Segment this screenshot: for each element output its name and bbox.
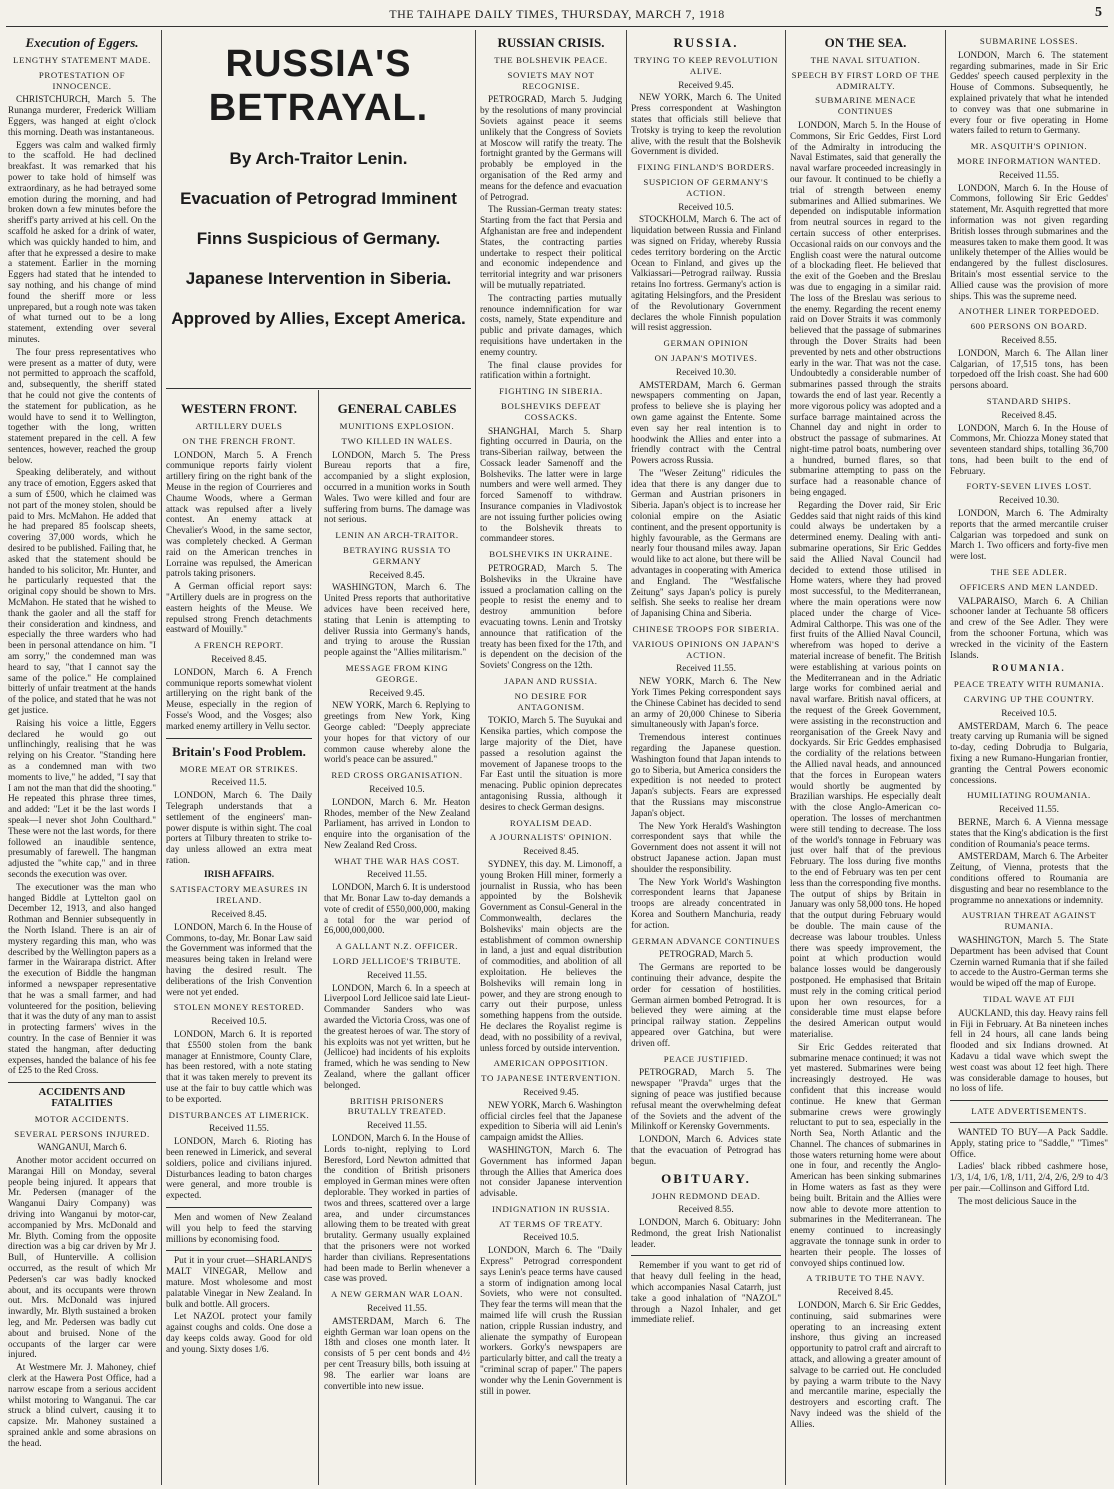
- advertisement: Remember if you want to get rid of that heavy dull feeling in the head, which accompanies Nasal Catarrh, just take a good inhalation of "NAZOL" through a Nazol Inhaler, and get immediate relief.: [631, 1261, 781, 1326]
- dateline: Received 8.55.: [678, 1205, 734, 1216]
- article-headline: RUSSIAN CRISIS.: [497, 35, 605, 50]
- article-subhead: AMERICAN OPPOSITION.: [493, 1058, 609, 1069]
- article-subhead: GERMAN ADVANCE CONTINUES: [631, 935, 781, 946]
- column-rule: [318, 390, 319, 1485]
- column-rule: [785, 30, 786, 1485]
- article-paragraph: LONDON, March 6. Rioting has been renewed in Limerick, and several soldiers, police and civilians injured. Disturbances leading to baton charges were general, and more trouble is expected.: [166, 1137, 312, 1202]
- advertisement: Put it in your cruet—SHARLAND'S MALT VINEGAR, Mellow and mature. Most wholesome and most palatable Vinegar in New Zealand. In bulk and bottle. All grocers.: [166, 1256, 312, 1310]
- article-subhead: BOLSHEVIKS DEFEAT COSSACKS.: [501, 400, 601, 422]
- article-subhead: MORE MEAT OR STRIKES.: [179, 763, 299, 774]
- article-subhead: TO JAPANESE INTERVENTION.: [481, 1073, 621, 1084]
- article-paragraph: The contracting parties mutually renounce indemnification for war costs, namely, State expenditure and public and private damages, which requisitions have undertaken in the enemy country.: [480, 293, 622, 358]
- article-subhead: FIGHTING IN SIBERIA.: [499, 386, 603, 397]
- dateline: WANGANUI, March 6.: [37, 1143, 127, 1154]
- article-paragraph: LONDON, March 6. It is understood that Mr. Bonar Law to-day demands a vote of credit of £550,000,000, making a total for the war period of £6,000,000,000.: [324, 883, 470, 937]
- masthead-rule: [6, 26, 1108, 27]
- article-paragraph: LONDON, March 6. Mr. Heaton Rhodes, member of the New Zealand Parliament, has arrived in London to enquire into the organisation of the New Zealand Red Cross.: [324, 797, 470, 851]
- article-subhead: MOTOR ACCIDENTS.: [34, 1113, 130, 1124]
- dateline: Received 8.55.: [1001, 335, 1057, 346]
- column-russian-crisis: [480, 32, 622, 1484]
- article-headline: WESTERN FRONT.: [180, 401, 298, 416]
- lead-deck: Approved by Allies, Except America.: [171, 309, 466, 328]
- article-subhead: ARTILLERY DUELS: [195, 421, 283, 431]
- article-paragraph: BERNE, March 6. A Vienna message states that the King's abdication is the first condition of Roumania's peace terms.: [950, 818, 1108, 850]
- article-subhead: SEVERAL PERSONS INJURED.: [14, 1128, 150, 1139]
- article-subhead: MORE INFORMATION WANTED.: [957, 155, 1101, 166]
- article-subhead: SUSPICION OF GERMANY'S ACTION.: [643, 176, 769, 198]
- dateline: Received 10.30.: [675, 367, 737, 378]
- column-rule: [945, 30, 946, 1485]
- article-paragraph: LONDON, March 5. In the House of Commons, Sir Eric Geddes, First Lord of the Admiralty in introducing the Naval Estimates, said that generally the naval warfare proceeded increasingly in our favour. It continued to be chiefly a trial of strength between enemy submarines and Allied submarines. We depended on indisputable information from neutral sources in regard to the certain success of other enterprises. Occasional raids on our convoys and the English coast were the natural outcome of a blockading fleet. He believed that the exit of the Goeben and the Breslau was due to engaging in a similar raid. The loss of the Breslau was serious to the enemy. Regarding the recent enemy raid on Dover Straits it was commonly believed that the passage of submarines through the Dover Straits had been prevented by nets and other obstructions early in the war. That was not the case. Undoubtedly a considerable number of submarines passed through the straits towards the end of last year. Recently a more vigorous policy was adopted and a surface barrage maintained across the Channel day and night in order to obstruct the passage of submarines. At night-time patrol boats, numbering over a hundred, burned flares, so that submarine attempting to pass on the surface had a reasonable chance of being engaged.: [790, 120, 941, 499]
- article-paragraph: WASHINGTON, March 5. The State Department has been advised that Count Czernin warned Rumania that if she failed to accede to the Austro-German terms she would be wiped off the map of Europe.: [950, 935, 1108, 990]
- article-subhead: LENGTHY STATEMENT MADE.: [13, 55, 151, 65]
- article-paragraph: LONDON, March 6. The Admiralty reports that the armed mercantile cruiser Calgarian was torpedoed and sunk on March 1. Two officers and forty-five men were lost.: [950, 509, 1108, 563]
- article-paragraph: PETROGRAD, March 5. Judging by the resolutions of many provincial Soviets against peace it seems unlikely that the Congress of Soviets at Moscow will ratify the treaty. The fortnight granted by the Germans will probably be employed in the organisation of the Red army and means for the defence and evacuation of Petrograd.: [480, 95, 622, 203]
- article-subhead: NO DESIRE FOR ANTAGONISM.: [514, 690, 588, 712]
- article-subhead: A JOURNALISTS' OPINION.: [489, 832, 613, 843]
- article-paragraph: LONDON, March 6. Advices state that the evacuation of Petrograd has begun.: [631, 1135, 781, 1167]
- dateline: Received 8.45.: [1001, 410, 1057, 421]
- article-subhead: FIXING FINLAND'S BORDERS.: [637, 162, 775, 173]
- article-subhead: AT TERMS OF TREATY.: [499, 1218, 603, 1229]
- article-paragraph: Sir Eric Geddes reiterated that submarine menace continued; it was not yet mastered. Submarines were being increasingly destroyed. He was confident that this increase would continue. He knew that German submarine crews were growingly reluctant to put to sea, especially in the North Sea, North Atlantic and the Channel. The chances of submarines in those waters returning home were about one in four, and recently the Anglo-American has been sinking submarines in Home waters as fast as they were being built. Britain and the Allies were now able to devote more attention to submarines in the Mediterranean. The enemy continued to increasingly aggravate the tonnage sunk in order to hearten their people. The losses of convoyed ships continued low.: [790, 1042, 941, 1269]
- article-paragraph: LONDON, March 5. A French communique reports fairly violent artillery firing on the right bank of the Meuse in the region of Courrieres and Chaume Woods, where a German attack was repulsed after a lively contest. An enemy attack at Chevalier's Wood, in the same sector, was completely checked. A German raid on the American trenches in Lorraine was repulsed, the American patrols taking prisoners.: [166, 450, 312, 580]
- article-headline: IRISH AFFAIRS.: [203, 869, 275, 880]
- article-paragraph: Raising his voice a little, Eggers declared he would go out unflinchingly, realising that he was relying on his Creator. "Standing here as a condemned man with two moments to live," he added, "I say that I am not the man that did the shooting." He repeated this phrase three times, and added: "Let it be the last words I speak—I never shot John Coulthard." These were not the last words, for there followed an inaudible sentence, presumably of farewell. The hangman adjusted the "white cap," and in three seconds the execution was over.: [8, 718, 156, 880]
- dateline: Received 8.45.: [837, 1288, 894, 1299]
- article-paragraph: NEW YORK, March 6. The New York Times Peking correspondent says the Chinese Cabinet has decided to send an army of 20,000 Chinese to Siberia simultaneously with Japan's force.: [631, 677, 781, 731]
- article-subhead: SUBMARINE LOSSES.: [979, 36, 1079, 46]
- article-subhead: MR. ASQUITH'S OPINION.: [970, 141, 1088, 152]
- dateline: Received 11.55.: [367, 970, 427, 981]
- article-subhead: VARIOUS OPINIONS ON JAPAN'S ACTION.: [632, 638, 780, 660]
- article-paragraph: LONDON, March 6. In the House of Commons, to-day, Mr. Bonar Law said the Government was informed that the measures being taken in Ireland were having the desired result. The deliberations of the Irish Convention were not yet ended.: [166, 922, 312, 998]
- lead-headline-block: [166, 36, 471, 386]
- dateline: Received 11.55.: [676, 664, 736, 675]
- article-paragraph: SYDNEY, this day. M. Limonoff, a young Broken Hill miner, formerly a journalist in Russia, who has been appointed by the Bolshevik Government as Consul-General in the Commonwealth, declares the Bolsheviks' main objects are the establishment of common ownership in land, a just and equal distribution of commodities, and abolition of all exploitation. He believes the Bolsheviks will remain long in power, and they are strong enough to carry out their purpose, unless something happens from the outside. He declares the Royalist regime is dead, with no possibility of a revival, unless forced by outside intervention.: [480, 859, 622, 1054]
- article-paragraph: Eggers was calm and walked firmly to the scaffold. He had declined breakfast. It was remarked that his power to take hold of himself was extraordinary, as he had betrayed some emotion during the morning, and had broken down a few minutes before the sheriff's party arrived at his cell. On the scaffold he asked for a drink of water, which was quickly handed to him, and after that he expressed a desire to make a statement. Earlier in the morning Eggers had stated that he intended to say nothing, and his change of mind found the sheriff more or less unprepared, but a rough note was taken of what turned out to be a long statement, extending over several minutes.: [8, 140, 156, 345]
- article-subhead: STOLEN MONEY RESTORED.: [173, 1002, 305, 1013]
- article-subhead: SUBMARINE MENACE CONTINUES: [815, 95, 916, 117]
- article-subhead: HUMILIATING ROUMANIA.: [967, 790, 1091, 801]
- article-paragraph: WASHINGTON, March 6. The United Press reports that authoritative advices have been received here, stating that Lenin is attempting to deliver Russia into Germany's hands, and trying to arouse the Russian people against the "Allies militarism.": [324, 583, 470, 659]
- article-headline: Britain's Food Problem.: [172, 743, 306, 759]
- column-rule: [626, 30, 627, 1485]
- article-subhead: OFFICERS AND MEN LANDED.: [959, 581, 1099, 592]
- article-subhead: THE NAVAL SITUATION.: [810, 55, 921, 65]
- dateline: Received 10.5.: [678, 202, 734, 213]
- article-paragraph: NEW YORK, March 6. Replying to greetings from New York, King George cabled: "Deeply appreciate your hopes for that victory of our common cause whereby alone the world's peace can be assured.": [324, 701, 470, 766]
- article-subhead: 600 PERSONS ON BOARD.: [970, 321, 1088, 332]
- article-paragraph: AMSTERDAM, March 6. German newspapers commenting on Japan, profess to believe she is playing her own game against the Entente. Some even say her real intention is to hoodwink the Allies and enter into a friendly contract with the Central Powers across Russia.: [631, 380, 781, 467]
- article-subhead: RED CROSS ORGANISATION.: [331, 770, 463, 781]
- advertisement: Ladies' black ribbed cashmere hose, 1/3, 1/4, 1/6, 1/8, 1/11, 2/4, 2/6, 2/9 to 4/3 per pair.—Collinson and Gifford Ltd.: [950, 1162, 1108, 1194]
- article-paragraph: AMSTERDAM, March 6. The peace treaty carving up Rumania will be signed to-day, ceding Dobrudja to Bulgaria, fixing a new Rumano-Hungarian frontier, granting the Central Powers economic concessions.: [950, 721, 1108, 786]
- advertisement: Let NAZOL protect your family against coughs and colds. One dose a day keeps colds away. Good for old and young. Sixty doses 1/6.: [166, 1312, 312, 1355]
- article-paragraph: LONDON, March 6. In the House of Commons, Mr. Chiozza Money stated that seventeen standard ships, totalling 36,700 tons, had been built to the end of February.: [950, 423, 1108, 477]
- article-headline: GENERAL CABLES: [337, 401, 457, 416]
- article-paragraph: The four press representatives who were present as a matter of duty, were not permitted to approach the scaffold, and, subsequently, the sheriff stated that he could not give the contents of the statement for publication, as he would have to send it to Wellington, together with the long, written statement prepared in the cell. A few sentences, however, reached the group below.: [8, 347, 156, 466]
- article-paragraph: The executioner was the man who hanged Biddle at Lyttelton gaol on December 12, 1913, and also hanged Rothman and Bennier subsequently in the North Island. There is an air of mystery regarding this man, who was described by the Wellington papers as a farmer in the Wairarapa district. After the execution of Biddle the hangman informed a newspaper representative that he was a small farmer, and had volunteered for the position, believing that it was the duty of any man to assist in protecting farmers' wives in the country. In the case of Bennier it was stated the hangman, after deducting expenses, handed the balance of his fee of £25 to the Red Cross.: [8, 882, 156, 1077]
- article-subhead: SOVIETS MAY NOT RECOGNISE.: [507, 69, 595, 91]
- dateline: Received 11.55.: [999, 170, 1059, 181]
- article-subhead: WHAT THE WAR HAS COST.: [334, 855, 460, 866]
- lead-headline: RUSSIA'S BETRAYAL.: [208, 43, 429, 129]
- advertisement: Men and women of New Zealand will you help to feed the starving millions by economising food.: [166, 1213, 312, 1245]
- article-paragraph: PETROGRAD, March 5. The Bolsheviks in the Ukraine have issued a proclamation calling on the people to resist the enemy and to destroy ammunition before evacuating towns. Lenin and Trotsky announce that ratification of the treaty has been fixed for the 17th, and is dependent on the decision of the Soviets' Congress on the 12th.: [480, 564, 622, 672]
- article-subhead: BOLSHEVIKS IN UKRAINE.: [489, 549, 613, 560]
- article-subhead: FORTY-SEVEN LIVES LOST.: [966, 481, 1092, 492]
- article-subhead: ANOTHER LINER TORPEDOED.: [958, 306, 1100, 317]
- article-subhead: ROYALISM DEAD.: [509, 817, 593, 828]
- article-subhead: DISTURBANCES AT LIMERICK.: [168, 1109, 310, 1120]
- article-subhead: STANDARD SHIPS.: [986, 395, 1072, 406]
- article-paragraph: LONDON, March 6. In the House of Commons, following Sir Eric Geddes' statement, Mr. Asquith regretted that more information was not given regarding British losses through submarines and the measures taken to make them good. It was unlikely thetemper of the Allies would be endangered by the fullest disclosures. Britain's most essential service to the Allied cause was the provision of more ships. This was the supreme need.: [950, 183, 1108, 302]
- article-subhead: LENIN AN ARCH-TRAITOR.: [335, 530, 459, 541]
- article-subhead: TIDAL WAVE AT FIJI: [983, 993, 1075, 1004]
- article-subhead: LORD JELLICOE'S TRIBUTE.: [332, 956, 462, 967]
- dateline: Received 8.45.: [211, 910, 267, 921]
- article-paragraph: Speaking deliberately, and without any trace of emotion, Eggers asked that a sum of £500, which he claimed was not part of the money stolen, should be paid to Mrs. McMahon. He added that he had prepared 85 foolscap sheets, covering 37,000 words, which he desired to be published. Failing that, he asked that the statement should be handed to his solicitor, Mr. Hunter, and he particularly requested that the original copy should be shown to Mrs. McMahon. He stated that he wished to thank the gaoler and all the staff for their consideration and kindness, and especially the three warders who had been in personal attendance on him. "I am sorry," the condemned man was heard to say, "that I cannot say the same of the police." He complained bitterly of unfair treatment at the hands of the police, and stated that he was not get justice.: [8, 468, 156, 717]
- article-paragraph: LONDON, March 6. The Allan liner Calgarian, of 17,515 tons, has been torpedoed off the Irish coast. She had 600 persons aboard.: [950, 348, 1108, 392]
- article-paragraph: TOKIO, March 5. The Suyukai and Kensika parties, which compose the large majority of the Diet, have passed a resolution against the movement of Japanese troops to the Far East until the situation is more menacing. Public opinion deprecates antagonising Russia, although it desires to check German designs.: [480, 716, 622, 813]
- article-subhead: TWO KILLED IN WALES.: [341, 435, 453, 446]
- dateline: Received 10.5.: [369, 784, 425, 795]
- masthead-title: THE TAIHAPE DAILY TIMES, THURSDAY, MARCH 7, 1918: [389, 7, 725, 21]
- masthead: [0, 0, 1114, 24]
- lead-deck: Evacuation of Petrograd Imminent: [180, 189, 457, 208]
- article-subhead: AUSTRIAN THREAT AGAINST RUMANIA.: [961, 910, 1097, 932]
- article-paragraph: LONDON, March 6. The Daily Telegraph understands that a settlement of the engineers' man-power dispute is within sight. The coal porters at Tilbury threaten to strike to-day unless allowed an extra meat ration.: [166, 791, 312, 866]
- article-subhead: PEACE JUSTIFIED.: [663, 1053, 749, 1064]
- dateline: Received 10.30.: [998, 496, 1060, 507]
- article-paragraph: The final clause provides for ratification within a fortnight.: [480, 360, 622, 382]
- article-subhead: THE SEE ADLER.: [990, 567, 1068, 578]
- article-subhead: THE BOLSHEVIK PEACE.: [494, 55, 608, 65]
- article-subhead: A FRENCH REPORT.: [194, 640, 284, 651]
- article-subhead: BRITISH PRISONERS BRUTALLY TREATED.: [347, 1095, 447, 1117]
- article-subhead: JAPAN AND RUSSIA.: [504, 676, 598, 687]
- article-paragraph: The Germans are reported to be continuing their advance, despite the order for cessation of hostilities. German airmen bombed Petrograd. It is believed they were aiming at the principal railway station. Zeppelins appeared over Gatchina, but were driven off.: [631, 963, 781, 1049]
- article-paragraph: LONDON, March 6. In a speech at Liverpool Lord Jellicoe said late Lieut-Commander Sanders who was awarded the Victoria Cross, was one of the greatest heroes of war. The story of his exploits was not yet written, but he (Jellicoe) had incidents of his exploits framed, which he was sending to New Zealand, where the gallant officer belonged.: [324, 983, 470, 1091]
- dateline: Received 11.55.: [367, 1303, 427, 1314]
- column-general-cables: [324, 398, 470, 1484]
- advertisement: The most delicious Sauce in the: [958, 1196, 1077, 1207]
- lead-rule: [166, 388, 471, 389]
- article-subhead: A GALLANT N.Z. OFFICER.: [335, 941, 459, 952]
- dateline: Received 11.55.: [209, 1124, 269, 1135]
- page-number: 5: [1095, 5, 1102, 20]
- article-subhead: PROTESTATION OF INNOCENCE.: [38, 69, 126, 91]
- article-paragraph: LONDON, March 6. The "Daily Express" Petrograd correspondent says Lenin's peace terms have caused a storm of indignation among local Soviets, who were not consulted. They fear the terms will mean that the maimed life will crush the Russian nation, cripple Russian industry, and alienate the sympathy of European workers. Gorky's newspapers are particularly bitter, and call the treaty a "criminal scrap of paper." The papers wonder why the Lenin Government is still in power.: [480, 1246, 622, 1397]
- column-eggers: [8, 32, 156, 1484]
- column-submarine-losses: [950, 32, 1108, 1484]
- article-paragraph: SHANGHAI, March 5. Sharp fighting occurred in Dauria, on the trans-Siberian railway, between the Cossack leader Samenoff and the Bolsheviks. The latter were in large numbers and were well armed. They forced Samenoff to withdraw. Insurance companies in Vladivostok are not issuing further policies owing to the Bolshevik threats to commandeer stores.: [480, 426, 622, 545]
- article-headline: ROUMANIA.: [992, 664, 1066, 675]
- article-subhead: SATISFACTORY MEASURES IN IRELAND.: [170, 884, 308, 906]
- article-paragraph: LONDON, March 5. The Press Bureau reports that a fire, accompanied by a slight explosion, occurred in a munition works in South Wales. Two were killed and four are suffering from burns. The damage was not serious.: [324, 450, 470, 526]
- dateline: Received 11.55.: [367, 1121, 427, 1132]
- article-subhead: CHINESE TROOPS FOR SIBERIA.: [632, 624, 780, 635]
- dateline: Received 9.45.: [369, 688, 425, 699]
- article-paragraph: The "Weser Zeitung" ridicules the idea that there is any danger due to German and Austrian prisoners in Siberia. Japan's object is to increase her colonial empire on the Asiatic continent, and the present opportunity is highly favourable, as the Germans are nearly four thousand miles away. Japan would like to act alone, but there will be advantages in cooperating with America and England. The "Westfalische Zeitung" says Japan's policy is purely selfish. She seeks to realise her dream of Japanising China and Siberia.: [631, 468, 781, 620]
- article-subhead: TRYING TO KEEP REVOLUTION ALIVE.: [633, 55, 779, 76]
- article-subhead: ON THE FRENCH FRONT.: [182, 435, 296, 446]
- lead-deck: By Arch-Traitor Lenin.: [229, 149, 408, 168]
- section-headline: ACCIDENTS AND FATALITIES: [38, 1087, 126, 1109]
- article-paragraph: LONDON, March 6. The statement regarding submarines, made in Sir Eric Geddes' speech caused perplexity in the House of Commons. Subsequently, he explained privately that what he intended to convey was that one submarine in every four or five operating in Home waters failed to return to Germany.: [950, 50, 1108, 137]
- article-subhead: JOHN REDMOND DEAD.: [651, 1190, 761, 1201]
- lead-deck: Japanese Intervention in Siberia.: [185, 269, 452, 288]
- column-russia: [631, 32, 781, 1484]
- article-headline: ON THE SEA.: [824, 35, 907, 50]
- advertisement: WANTED TO BUY—A Pack Saddle. Apply, stating price to "Saddle," "Times" Office.: [950, 1127, 1108, 1160]
- article-paragraph: WASHINGTON, March 6. The Government has informed Japan through the Allies that America does not consider Japanese intervention advisable.: [480, 1145, 622, 1200]
- dateline: Received 10.5.: [1001, 708, 1057, 719]
- dateline: Received 9.45.: [523, 1087, 579, 1098]
- dateline: PETROGRAD, March 5.: [659, 950, 753, 961]
- article-subhead: PEACE TREATY WITH RUMANIA.: [953, 679, 1105, 690]
- dateline: Received 8.45.: [523, 847, 579, 858]
- article-headline: Execution of Eggers.: [25, 35, 139, 50]
- article-paragraph: LONDON, March 6. It is reported that £5500 stolen from the bank manager at Ennistmore, County Clare, has been restored, with a note stating that it was taken merely to prevent its use at the fair to buy cattle which was to be exported.: [166, 1030, 312, 1105]
- article-paragraph: A German official report says: "Artillery duels are in progress on the eastern heights of the Meuse. We repulsed strong French detachments eastward of Mouilly.": [166, 582, 312, 636]
- article-paragraph: LONDON, March 6. A French communique reports somewhat violent artillerying on the right bank of the Meuse, especially in the region of Fosse's Wood, and the Vosges; also marked enemy artillery in Vellu sector.: [166, 667, 312, 732]
- article-paragraph: Regarding the Dover raid, Sir Eric Geddes said that night raids of this kind could always be undertaken by a determined enemy. Dealing with anti-submarine operations, Sir Eric Geddes said the Allied Naval Council had decided to extend those utilised in Home waters, where they had proved most successful, to the Mediterranean, where the main operations were now placed under the charge of Vice-Admiral Calthorpe. This was one of the first fruits of the Allied Naval Council, wherefrom was hoped to derive a material increase of benefit. The British were establishing at various points on the Mediterranean and in the Adriatic large works for combined aerial and naval warfare. British naval officers, at the request of the Greek Government, were assisting in the reconstruction and reorganisation of the Greek Navy and dockyards. Sir Eric Geddes emphasised the cordiality of the relations between the Allied naval heads, and announced that the forces in European waters would shortly be augmented by Brazilian warships. He especially dealt with the close Anglo-American co-operation. The losses of merchantmen were still tending to decrease. The loss of the world's tonnage in February was just over half that of the previous February. The loss during five months to the end of February was ten per cent less than the corresponding five months. The output of ships by Britain in January was only 58,000 tons. He hoped that the output during February would be double. The main cause of the decrease was labour troubles. Unless there was speedy improvement, the point at which production would balance losses would be dangerously postponed. He emphasised that Britain must rely in the coming critical period upon her own resources, for a considerable time must elapse before the desired American output would materialise.: [790, 500, 941, 1040]
- article-paragraph: VALPARAISO, March 6. A Chilian schooner lander at Techuante 58 officers and crew of the See Adler. They were from the schooner Fortuna, which was wrecked in the vicinity of the Eastern Islands.: [950, 596, 1108, 661]
- dateline: Received 10.5.: [523, 1233, 579, 1244]
- dateline: Received 9.45.: [678, 80, 734, 91]
- article-paragraph: NEW YORK, March 6. Washington official circles feel that the Japanese expedition to Siberia will aid Lenin's campaign amidst the Allies.: [480, 1100, 622, 1144]
- article-subhead: CARVING UP THE COUNTRY.: [963, 694, 1095, 705]
- dateline: Received 8.45.: [211, 654, 267, 665]
- article-subhead: BETRAYING RUSSIA TO GERMANY: [342, 544, 452, 566]
- article-paragraph: PETROGRAD, March 5. The newspaper "Pravda" urges that the signing of peace was justified because refusal meant the overwhelming defeat of the Soviets and the advent of the Milinkoff or Kerensky Governments.: [631, 1068, 781, 1133]
- article-subhead: GERMAN OPINION: [663, 338, 749, 349]
- article-paragraph: The Russian-German treaty states: Starting from the fact that Persia and Afghanistan are free and independent States, the contracting parties undertake to respect their political and economic independence and territorial integrity and war prisoners will be mutually repatriated.: [480, 205, 622, 291]
- article-subhead: A TRIBUTE TO THE NAVY.: [806, 1273, 925, 1284]
- article-paragraph: LONDON, March 6. In the House of Lords to-night, replying to Lord Beresford, Lord Newton admitted that the condition of British prisoners employed in German mines were often deplorable. They worked in parties of twos and threes, scattered over a large area, and under circumstances allowing them to be treated with great brutality. Germany usually explained that the prisoners were not worked harder than civilians. Representations had been made to Berlin whenever a case was proved.: [324, 1134, 470, 1285]
- article-paragraph: The New York World's Washington correspondent learns that Japanese troops are already concentrated in Korea and Southern Manchuria, ready for action.: [631, 877, 781, 931]
- article-headline: RUSSIA.: [673, 35, 739, 50]
- column-western-front: [166, 398, 312, 1484]
- lead-deck: Finns Suspicious of Germany.: [196, 229, 441, 248]
- article-paragraph: AUCKLAND, this day. Heavy rains fell in Fiji in February. At Ba nineteen inches fell in 24 hours, all cane lands being flooded and six Indians drowned. At Kadavu a tidal wave which swept the west coast was about 12 feet high. There was considerable damage to houses, but no loss of life.: [950, 1008, 1108, 1095]
- article-paragraph: Tremendous interest continues regarding the Japanese question. Washington found that Japan intends to go to Siberia, but America considers the expedition is not needed to protect Japan's subjects. Fears are expressed that the Russians may misconstrue Japan's object.: [631, 733, 781, 819]
- article-headline: OBITUARY.: [661, 1170, 751, 1186]
- article-subhead: A NEW GERMAN WAR LOAN.: [331, 1289, 463, 1300]
- article-subhead: MESSAGE FROM KING GEORGE.: [345, 662, 449, 684]
- article-paragraph: Another motor accident occurred on Marangai Hill on Monday, several people being injured. It appears that Mr. Pedersen (manager of the Wanganui Dairy Company) was driving into Wanganui by motor-car, accompanied by Mrs. McDonald and Mr. Blyth. Coming from the opposite direction was a big car driven by Mr J. Bull, of Hunterville. A collision occurred, as the result of which Mr Pedersen's car was badly knocked about, and its occupants were thrown out. Mrs. McDonald was injured inwardly, Mr. Blyth sustained a broken leg, and Mr. Pedersen was badly cut about and bruised. None of the occupants of the larger car were injured.: [8, 1156, 156, 1361]
- article-paragraph: CHRISTCHURCH, March 5. The Runanga murderer, Frederick William Eggers, was hanged at eight o'clock this morning. Death was instantaneous.: [8, 95, 156, 138]
- column-rule: [161, 30, 162, 1485]
- article-subhead: ON JAPAN'S MOTIVES.: [654, 352, 758, 363]
- column-rule: [475, 30, 476, 1485]
- article-subhead: SPEECH BY FIRST LORD OF THE ADMIRALTY.: [791, 69, 940, 91]
- article-paragraph: AMSTERDAM, March 6. The eighth German war loan opens on the 18th and closes one month later. It consists of 5 per cent bonds and 4½ per cent Treasury bills, both issuing at 98. The earlier war loans are convertible into new issue.: [324, 1316, 470, 1392]
- dateline: Received 11.55.: [999, 805, 1059, 816]
- article-paragraph: At Westmere Mr. J. Mahoney, chief clerk at the Hawera Post Office, had a narrow escape from a serious accident whilst motoring to Wanganui. The car struck a blind culvert, causing it to capsize. Mr. Mahoney sustained a sprained ankle and some abrasions on the head.: [8, 1363, 156, 1449]
- dateline: Received 11.55.: [367, 870, 427, 881]
- dateline: Received 10.5.: [211, 1017, 267, 1028]
- article-paragraph: LONDON, March 6. Obituary: John Redmond, the great Irish Nationalist leader.: [631, 1218, 781, 1250]
- article-subhead: MUNITIONS EXPLOSION.: [339, 421, 455, 431]
- section-headline: LATE ADVERTISEMENTS.: [971, 1106, 1087, 1117]
- article-paragraph: NEW YORK, March 6. The United Press correspondent at Washington states that officials still believe that Trotsky is trying to keep the revolution alive, with the result that the Bolshevik Government is divided.: [631, 93, 781, 158]
- dateline: Received 11.5.: [211, 778, 267, 789]
- article-paragraph: AMSTERDAM, March 6. The Arbeiter Zeitung, of Vienna, protests that the conditions offered to Roumania are disgusting and bear no resemblance to the programme no annexations or indemnity.: [950, 852, 1108, 906]
- dateline: Received 8.45.: [369, 570, 425, 581]
- article-paragraph: The New York Herald's Washington correspondent says that while the Government does not assent it will not obstruct Japanese action. Japan must shoulder the responsibility.: [631, 821, 781, 875]
- article-subhead: INDIGNATION IN RUSSIA.: [491, 1203, 611, 1214]
- article-paragraph: LONDON, March 6. Sir Eric Geddes, continuing, said submarines were operating to an increasing extent inshore, thus giving an increased opportunity to patrol craft and aircraft to attack, and allowing a greater amount of salvage to be carried out. He concluded by paying a warm tribute to the Navy and mercantile marine, especially the destroyers and escorting craft. The Navy indeed was the shield of the Allies.: [790, 1301, 941, 1430]
- article-paragraph: STOCKHOLM, March 6. The act of liquidation between Russia and Finland was signed on Friday, whereby Russia cedes territory bordering on the Arctic Ocean to Finland, and gives up the Valkiassari—Petrograd railway. Russia retains Ino fortress. Germany's action is agitating Helsingfors, and the President of the Revolutionary Government declares the whole Finnish population will resist aggression.: [631, 215, 781, 334]
- column-on-the-sea: [790, 32, 941, 1484]
